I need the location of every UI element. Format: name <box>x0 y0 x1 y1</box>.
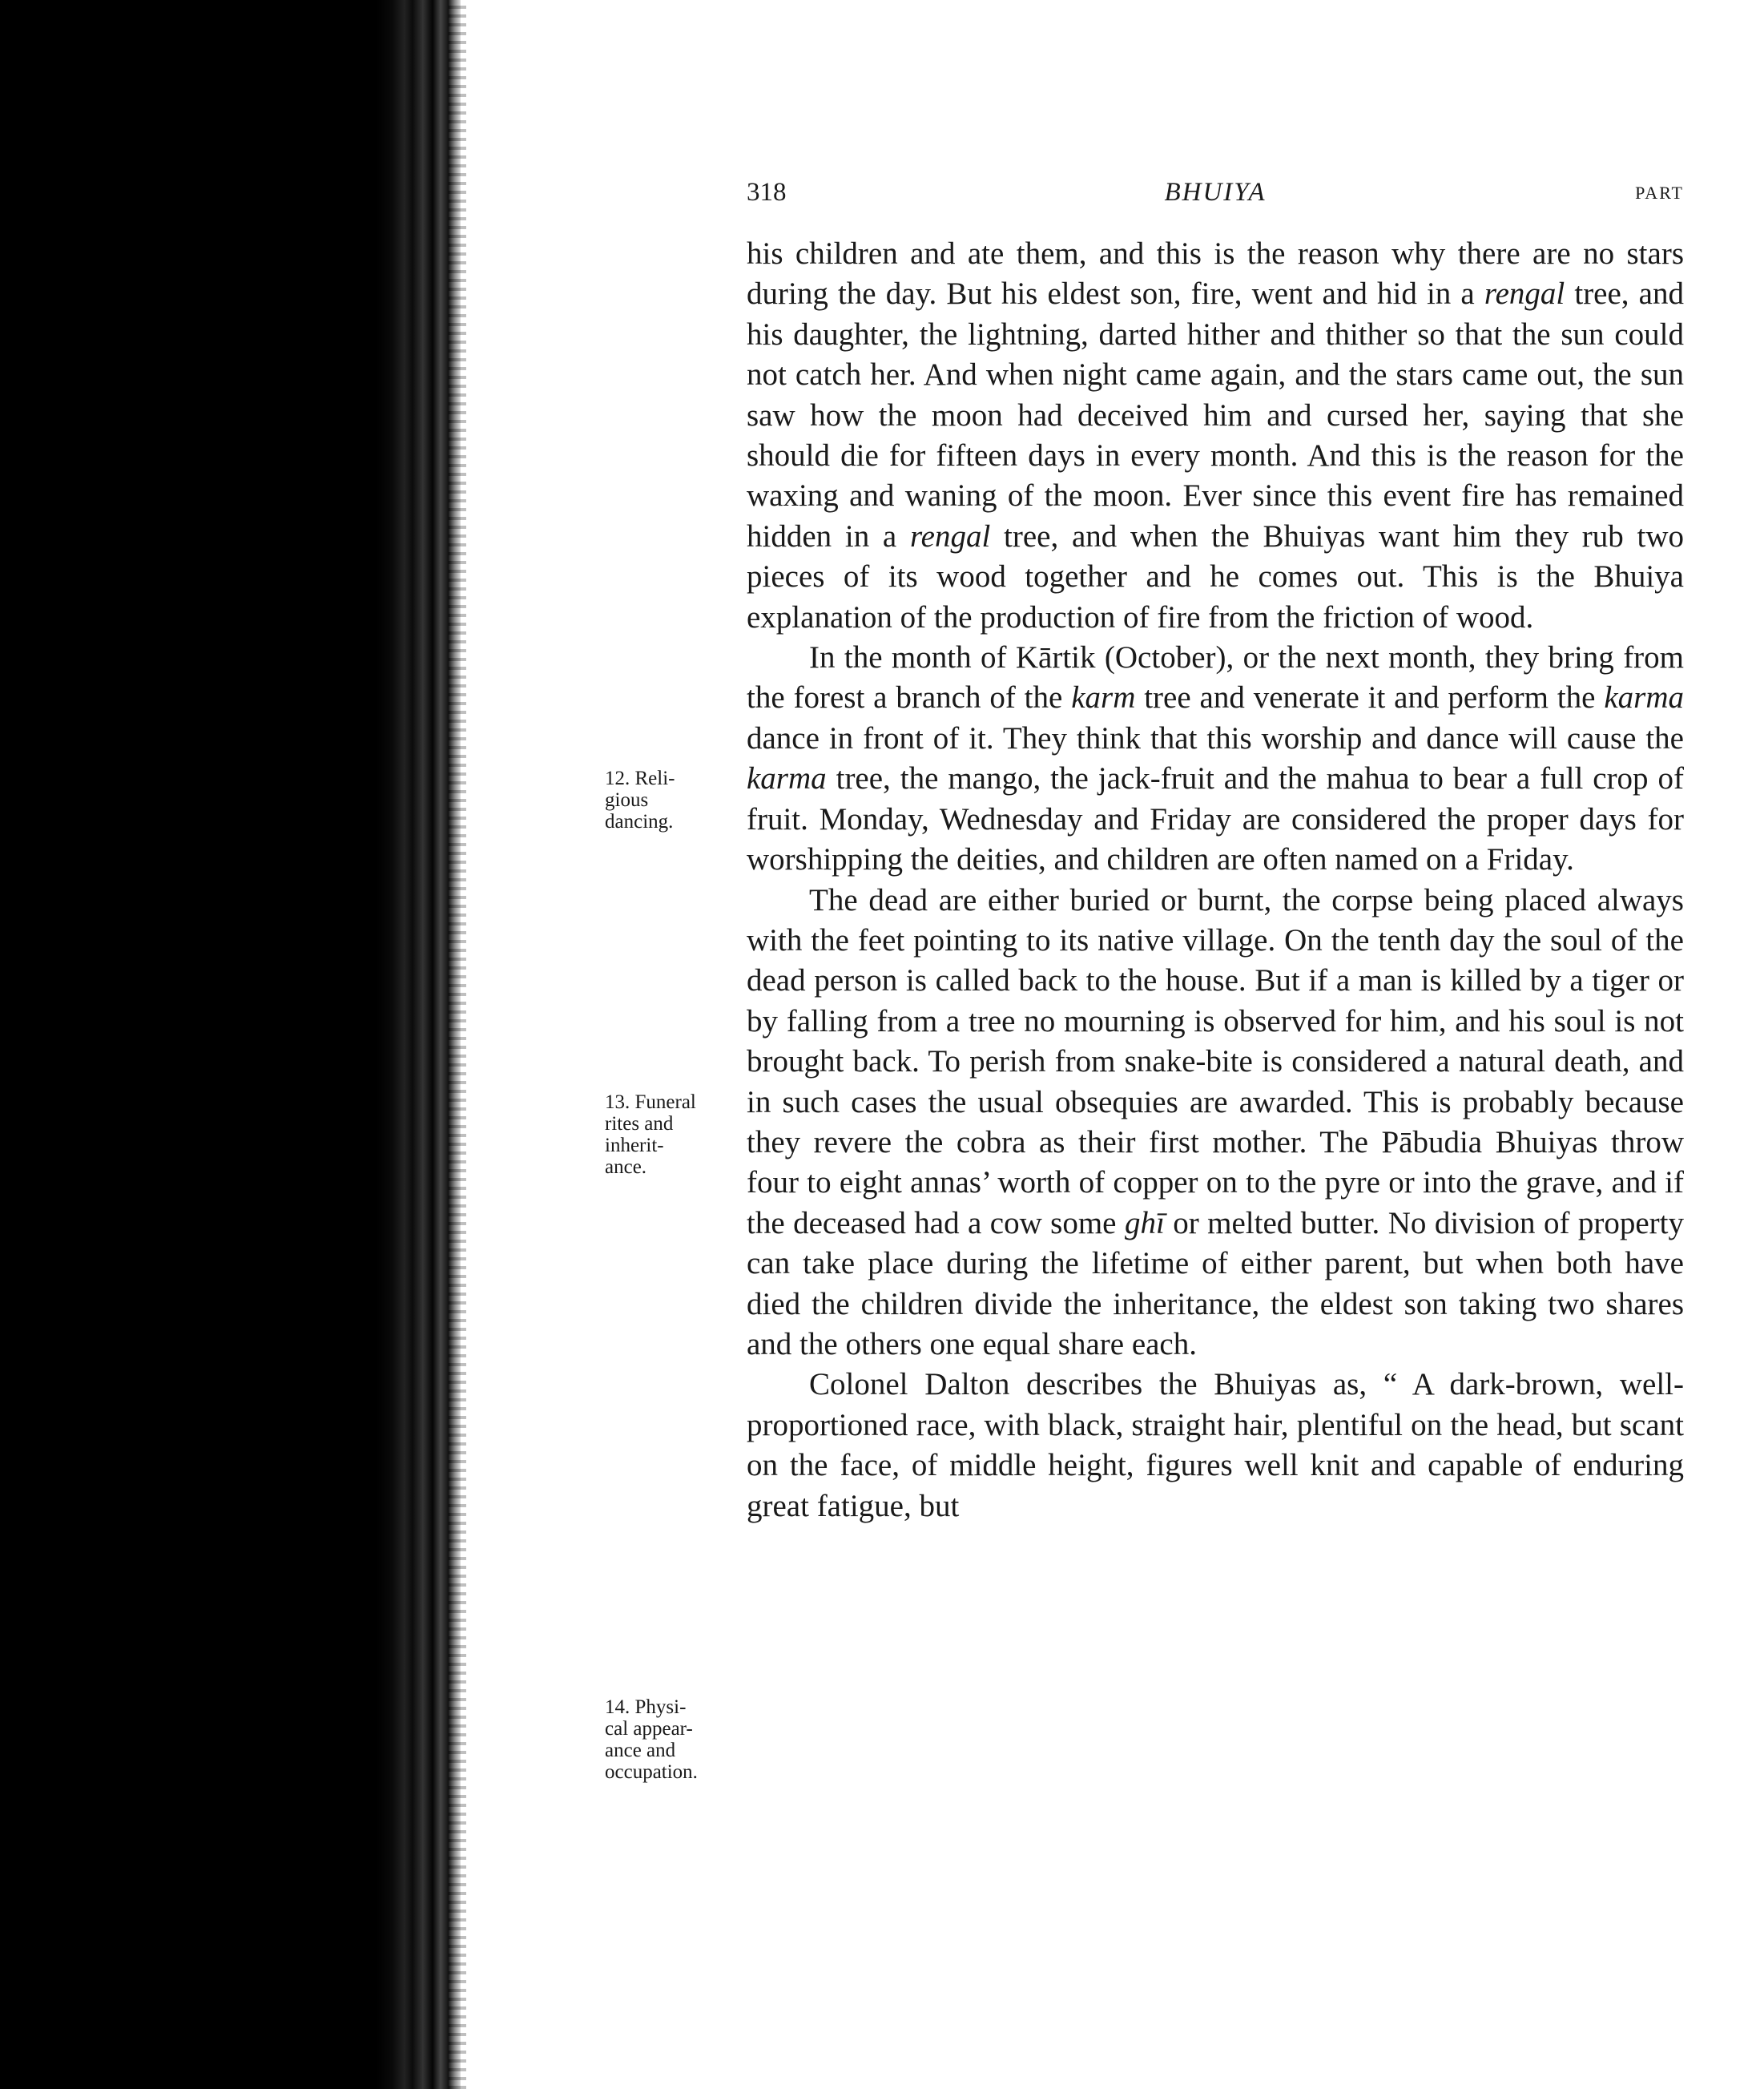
paragraph-fire-myth: his children and ate them, and this is the reason why there are no stars during the day. But his eldest son, fire, went and hid in a rengal tree, and his daughter, the lightning, darted hither and thither so that the sun could not catch her. And when night came again, and the stars came out, the sun saw how the moon had deceived him and cursed her, saying that she should die for fifteen days in every month. And this is the reason for the waxing and waning of the moon. Ever since this event fire has remained hidden in a rengal tree, and when the Bhuiyas want him they rub two pieces of its wood together and he comes out. This is the Bhuiya explanation of the production of fire from the friction of wood. <box>747 236 1685 635</box>
running-title: BHUIYA <box>1164 178 1267 207</box>
sidenote-religious-dancing: 12. Reli- gious dancing. <box>605 768 675 833</box>
page-number: 318 <box>747 178 787 207</box>
paragraph-physical-appearance: Colonel Dalton describes the Bhuiyas as, “ A dark-brown, well-proportioned race, with black, straight hair, plentiful on the head, but scant on the face, of middle height, figures well knit and capable of enduring great fatigue, but <box>747 1367 1684 1523</box>
body-text <box>747 234 1684 1526</box>
book-spine-shadow <box>0 0 461 2089</box>
sidenote-physical-appearance: 14. Physi- cal appear- ance and occupation. <box>605 1696 698 1783</box>
sidenote-funeral-rites: 13. Funeral rites and inherit- ance. <box>605 1091 696 1178</box>
paragraph-religious-dancing: In the month of Kārtik (October), or the next month, they bring from the forest a branch of the karm tree and venerate it and perform the karma dance in front of it. They think that this worship and dance will cause the karma tree, the mango, the jack-fruit and the mahua to bear a full crop of fruit. Monday, Wednesday and Friday are considered the proper days for worshipping the deities, and children are often named on a Friday. <box>747 640 1684 877</box>
part-label: PART <box>1635 183 1684 203</box>
page-header <box>747 178 1684 218</box>
page-gutter-edge <box>449 0 466 2089</box>
paragraph-funeral-rites: The dead are either buried or burnt, the corpse being placed always with the feet pointing to its native village. On the tenth day the soul of the dead person is called back to the house. But if a man is killed by a tiger or by falling from a tree no mourning is observed for him, and his soul is not brought back. To perish from snake-bite is considered a natural death, and in such cases the usual obsequies are awarded. This is probably because they revere the cobra as their first mother. The Pābudia Bhuiyas throw four to eight annas’ worth of copper on to the pyre or into the grave, and if the deceased had a cow some ghī or melted butter. No division of property can take place during the lifetime of either parent, but when both have died the children divide the inheritance, the eldest son taking two shares and the others one equal share each. <box>747 882 1684 1361</box>
